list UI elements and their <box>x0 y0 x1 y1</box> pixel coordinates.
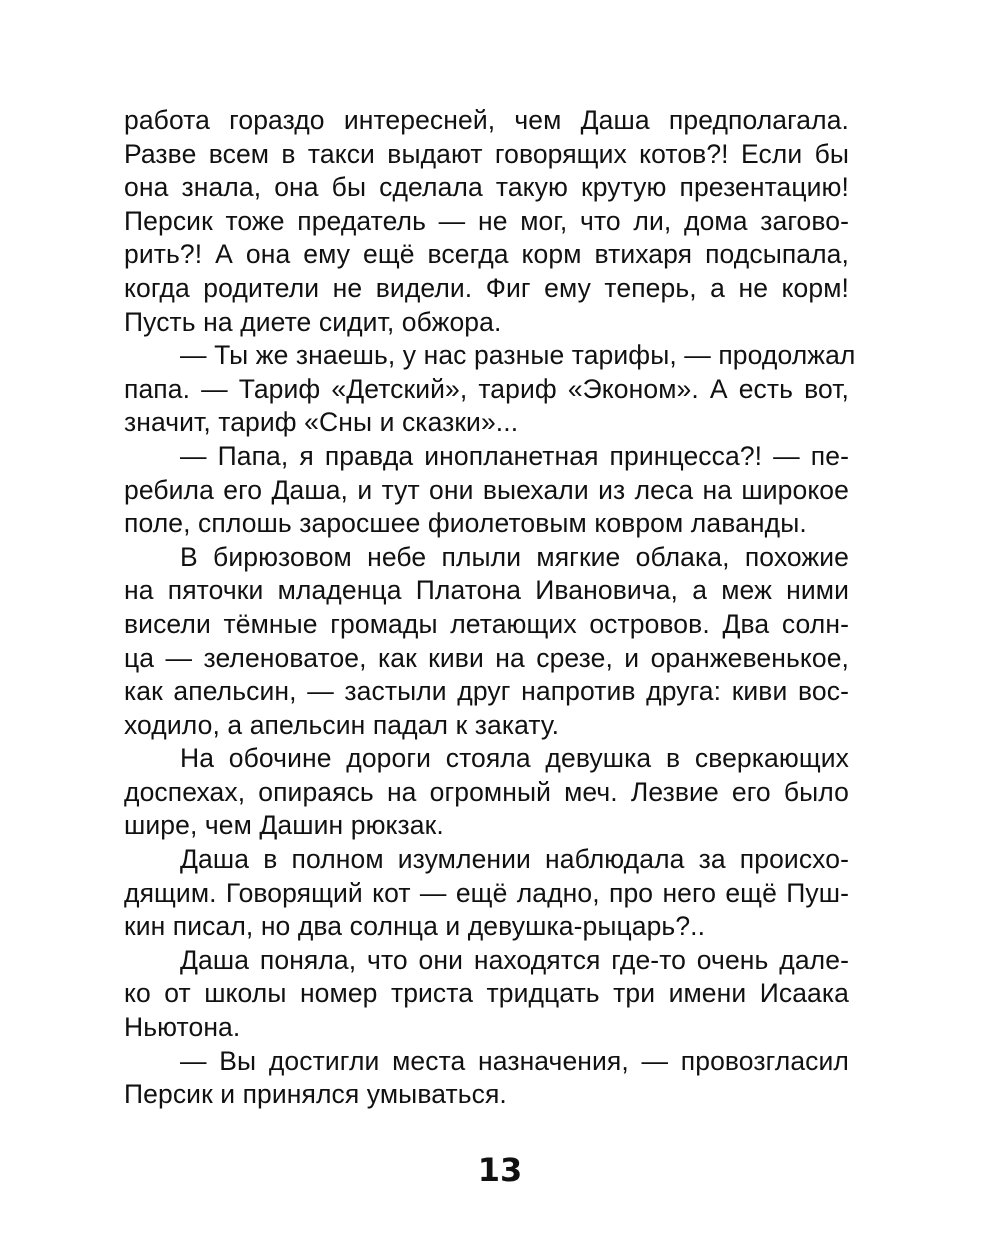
text-line: ца — зеленоватое, как киви на срезе, и оранжевенькое, <box>124 642 849 673</box>
text-line: шире, чем Дашин рюкзак. <box>124 810 444 841</box>
text-line: на пяточки младенца Платона Ивановича, а меж ними <box>124 575 849 606</box>
text-line: ходило, а апельсин падал к закату. <box>124 709 560 740</box>
text-line: папа. — Тариф «Детский», тариф «Эконом». А есть вот, <box>124 373 849 404</box>
text-line: Ньютона. <box>124 1012 241 1043</box>
text-line: — Ты же знаешь, у нас разные тарифы, — продолжал <box>180 340 856 371</box>
paragraph <box>124 1045 849 1112</box>
paragraph <box>124 440 849 541</box>
text-line: кин писал, но два солнца и девушка-рыцарь?.. <box>124 911 706 942</box>
text-line: доспехах, опираясь на огромный меч. Лезвие его было <box>124 776 849 807</box>
paragraph <box>124 339 856 440</box>
text-line: когда родители не видели. Фиг ему теперь, а не корм! <box>124 272 849 303</box>
text-line: — Папа, я правда инопланетная принцесса?! — пе- <box>180 440 849 471</box>
text-line: значит, тариф «Сны и сказки»... <box>124 407 519 438</box>
text-line: рить?! А она ему ещё всегда корм втихаря подсыпала, <box>124 239 849 270</box>
page-number: 13 <box>477 1151 523 1189</box>
text-line: — Вы достигли места назначения, — провозгласил <box>180 1045 849 1076</box>
text-line: ко от школы номер триста тридцать три имени Исаака <box>124 978 849 1009</box>
text-line: Даша поняла, что они находятся где-то очень дале- <box>180 944 849 975</box>
text-line: Разве всем в такси выдают говорящих котов?! Если бы <box>124 138 849 169</box>
text-line: Персик и принялся умываться. <box>124 1079 507 1110</box>
text-line: висели тёмные громады летающих островов. Два солн- <box>124 608 849 639</box>
paragraph <box>124 742 849 843</box>
paragraph <box>124 104 849 339</box>
text-line: она знала, она бы сделала такую крутую презентацию! <box>124 172 849 203</box>
text-line: Пусть на диете сидит, обжора. <box>124 306 502 337</box>
text-line: Персик тоже предатель — не мог, что ли, дома загово- <box>124 205 849 236</box>
text-line: дящим. Говорящий кот — ещё ладно, про него ещё Пуш- <box>124 877 849 908</box>
text-line: поле, сплошь заросшее фиолетовым ковром лаванды. <box>124 508 807 539</box>
text-line: Даша в полном изумлении наблюдала за происхо- <box>180 844 849 875</box>
page-text <box>124 104 856 1112</box>
text-line: В бирюзовом небе плыли мягкие облака, похожие <box>180 541 849 572</box>
paragraph <box>124 944 849 1045</box>
paragraph <box>124 843 849 944</box>
text-line: На обочине дороги стояла девушка в сверкающих <box>180 743 849 774</box>
paragraph <box>124 541 849 743</box>
text-line: ребила его Даша, и тут они выехали из леса на широкое <box>124 474 849 505</box>
text-line: как апельсин, — застыли друг напротив друга: киви вос- <box>124 676 849 707</box>
text-line: работа гораздо интересней, чем Даша предполагала. <box>124 105 849 135</box>
